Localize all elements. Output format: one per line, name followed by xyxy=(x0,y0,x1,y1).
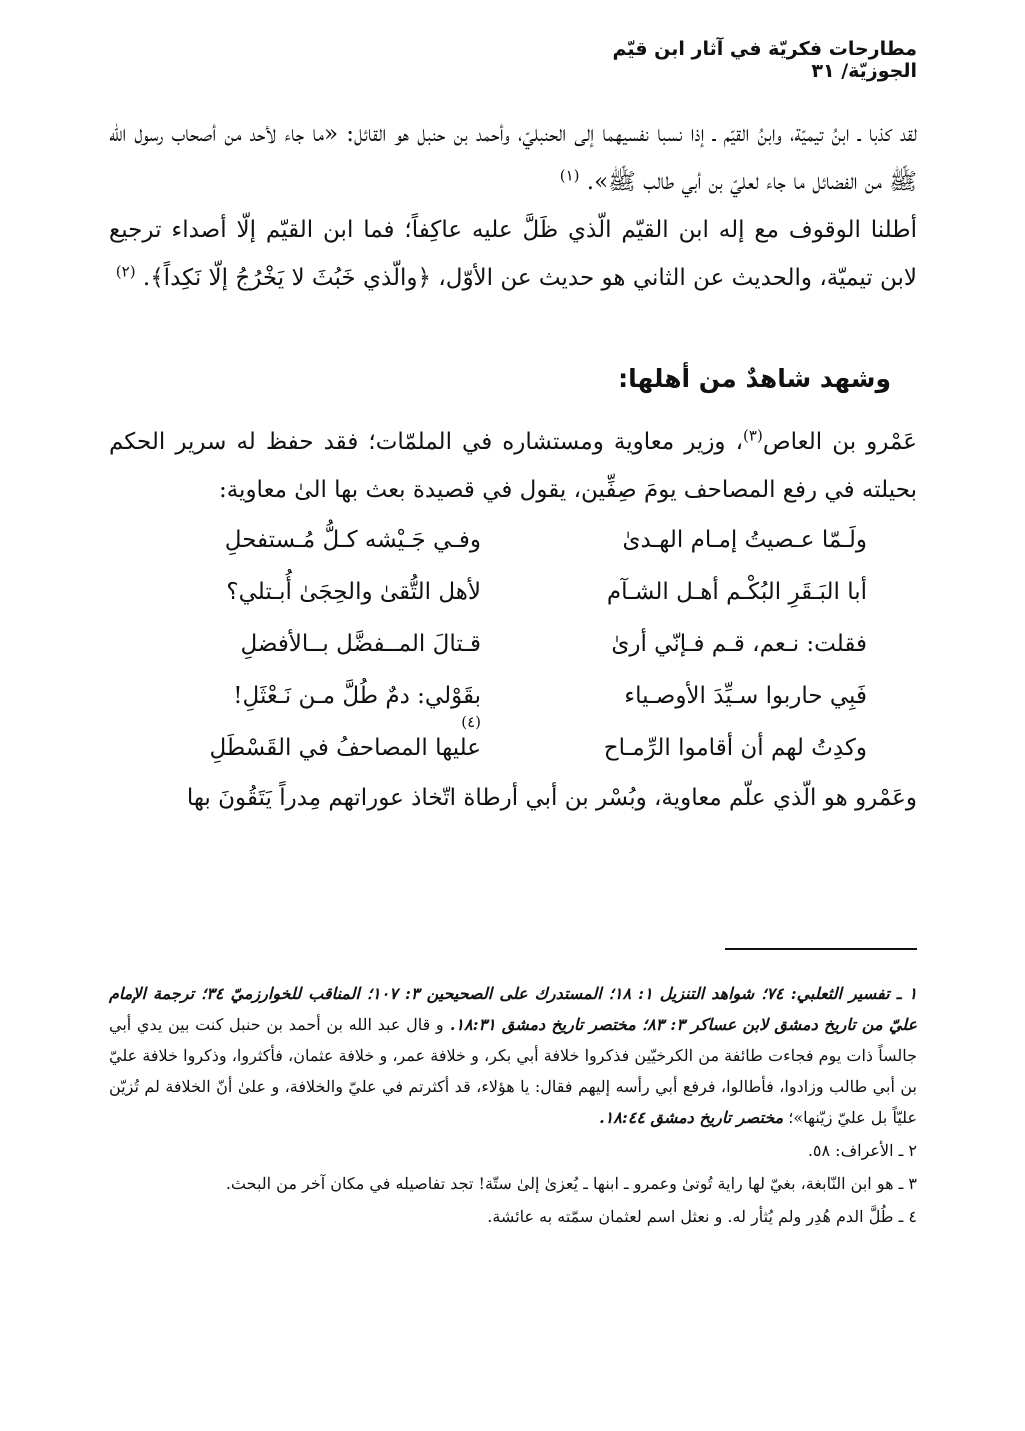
footnote-sources: مختصر تاريخ دمشق ١٨:٤٤. xyxy=(599,1108,784,1127)
verse-second-hemistich: عليها المصاحفُ في القَسْطَلِ xyxy=(209,735,481,761)
paragraph-text: لقد كذبا ـ ابنُ تيميّة، وابنُ القيّم ـ إذا نسبا نفسيهما إلى الحنبليّ، وأحمد بن حنبل هو القائل: «ما جاء لأحد من أصحاب رسول اللّه ﷺ من الفضائل ما جاء لعليّ بن أبي طالب ﷺ». xyxy=(109,121,917,195)
verse-text: بقَوْلي: دمٌ طُلَّ مـن نَـعْثَلِ! xyxy=(233,683,481,709)
verse-first-hemistich: أبا البَـقَرِ البُكْـم أهـل الشـآم xyxy=(606,579,867,605)
footnote-divider xyxy=(725,948,917,950)
verse-first-hemistich: ولَـمّا عـصيتُ إمـام الهـدىٰ xyxy=(622,527,867,553)
paragraph xyxy=(109,110,917,206)
footnote-2: ٢ ـ الأعراف: ٥٨. xyxy=(807,1141,917,1160)
poem xyxy=(109,514,917,774)
footnote-4: ٤ ـ طُلَّ الدم هُدِر ولم يُثأر له. و نعثل اسم لعثمان سمّته به عائشة. xyxy=(487,1207,917,1226)
verse-second-hemistich: قـتالَ المــفضَّل بــالأفضلِ xyxy=(240,631,481,657)
footnote-sources: ١ ـ تفسير الثعلبي: ٧٤؛ شواهد التنزيل ١: ١٨؛ المستدرك على الصحيحين ٣: ١٠٧؛ المناقب للخوارزميّ ٣٤؛ ترجمة الإمام عليّ من تاريخ دمشق لابن عساكر ٣: ٨٣؛ مختصر تاريخ دمشق ١٨:٣١. xyxy=(109,984,918,1034)
paragraph xyxy=(109,418,917,514)
poem-verse xyxy=(151,670,867,731)
paragraph-text: ، وزير معاوية ومستشاره في الملمّات؛ فقد حفظ له سرير الحكم بحيلته في رفع المصاحف يومَ صِفِّين، يقول في قصيدة بعث بها الىٰ معاوية: xyxy=(109,429,917,503)
paragraph xyxy=(109,206,917,302)
poem-verse xyxy=(151,618,867,670)
poem-verse xyxy=(151,722,867,774)
verse-second-hemistich: بقَوْلي: دمٌ طُلَّ مـن نَـعْثَلِ! (٤) xyxy=(151,670,481,722)
paragraph-text: أطلنا الوقوف مع إله ابن القيّم الّذي ظَلَّ عليه عاكِفاً؛ فما ابن القيّم إلّا أصداء ترجيع لابن تيميّة، والحديث عن الثاني هو حديث عن الأوّل، ﴿والّذي خَبُثَ لا يَخْرُجُ إلّا نَكِداً﴾. xyxy=(109,217,917,291)
footnote-1 xyxy=(109,978,917,1133)
section-heading: وشهد شاهدٌ من أهلها: xyxy=(618,364,891,393)
running-header: مطارحات فكريّة في آثار ابن قيّم الجوزيّة/ ٣١ xyxy=(612,38,917,82)
footnote-text: و قال عبد الله بن أحمد بن حنبل كنت بين يدي أبي جالساً ذات يوم فجاءت طائفة من الكرخيّين فذكروا خلافة أبي بكر، و خلافة عمر، و خلافة عثمان، فأكثروا، وذكروا خلافة عليّ بن أبي طالب وزادوا، فأطالوا، فرفع أبي رأسه إليهم فقال: يا هؤلاء، قد أكثرتم في عليّ والخلافة، و علىٰ أنّ الخلافة لم تُزيّن عليّاً بل عليّ زيّنها»؛ xyxy=(109,1015,917,1127)
verse-first-hemistich: فقلت: نـعم، قـم فـإنّي أرىٰ xyxy=(611,631,867,657)
poem-verse xyxy=(151,514,867,566)
footnote-3: ٣ ـ هو ابن النّابغة، بغيّ لها راية تُوتىٰ وعمرو ـ ابنها ـ يُعزىٰ إلىٰ ستّة! تجد تفاصيله في مكان آخر من البحث. xyxy=(225,1174,917,1193)
person-name: عَمْرو بن العاص xyxy=(762,429,917,455)
verse-second-hemistich: وفـي جَـيْشه كـلُّ مُـستفحلِ xyxy=(224,527,481,553)
footnote-marker: (١) xyxy=(559,166,580,185)
footnotes xyxy=(109,978,917,1234)
verse-second-hemistich: لأهل التُّقىٰ والحِجَىٰ أُبـتلي؟ xyxy=(226,579,481,605)
verse-first-hemistich: فَبِي حاربوا سـيِّدَ الأوصـياء xyxy=(624,683,867,709)
main-text xyxy=(109,110,917,822)
paragraph: وعَمْرو هو الّذي علّم معاوية، وبُسْر بن أبي أرطاة اتّخاذ عوراتهم مِدراً يَتَقُونَ بها xyxy=(186,785,917,811)
poem-verse xyxy=(151,566,867,618)
verse-first-hemistich: وكدِتُ لهم أن أقاموا الرِّمـاح xyxy=(603,735,867,761)
footnote-marker: (٣) xyxy=(743,426,763,445)
footnote-marker: (٢) xyxy=(115,262,136,281)
